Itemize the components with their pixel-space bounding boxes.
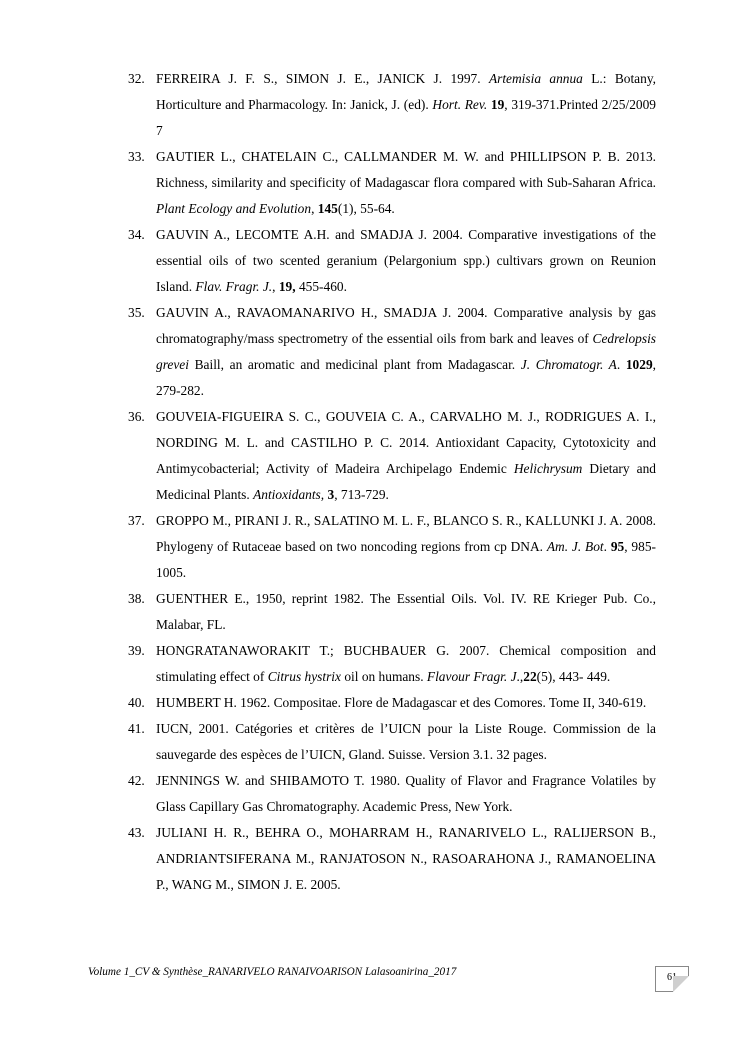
text-segment: GUENTHER E., 1950, reprint 1982. The Essential Oils. Vol. IV. RE Krieger Pub. Co., Malabar, FL. bbox=[156, 591, 656, 632]
reference-text bbox=[156, 768, 656, 820]
reference-entry bbox=[128, 300, 656, 404]
text-segment: (5), 443- 449. bbox=[536, 669, 611, 684]
reference-number: 37. bbox=[128, 513, 145, 528]
page-footer: Volume 1_CV & Synthèse_RANARIVELO RANAIVOARISON Lalasoanirina_2017 bbox=[88, 966, 457, 978]
reference-entry bbox=[128, 144, 656, 222]
reference-entry bbox=[128, 638, 656, 690]
text-segment: JENNINGS W. and SHIBAMOTO T. 1980. Quality of Flavor and Fragrance Volatiles by Glass Capillary Gas Chromatography. Academic Press, New York. bbox=[156, 773, 656, 814]
reference-number: 32. bbox=[128, 71, 145, 86]
text-segment: GOUVEIA-FIGUEIRA S. C., GOUVEIA C. A., CARVALHO M. J., RODRIGUES A. I., NORDING M. L. and CASTILHO P. C. 2014. Antioxidant Capacity, Cytotoxicity and Antimycobacterial; Activity of Madeira Archipelago Endemic bbox=[156, 409, 656, 476]
reference-entry bbox=[128, 404, 656, 508]
text-segment: FERREIRA J. F. S., SIMON J. E., JANICK J. 1997. bbox=[156, 71, 489, 86]
bold-segment: 19, bbox=[278, 279, 296, 294]
reference-entry bbox=[128, 508, 656, 586]
bold-segment: 145 bbox=[317, 201, 338, 216]
italic-segment: Flav. Fragr. J. bbox=[195, 279, 273, 294]
italic-segment: Artemisia annua bbox=[488, 71, 583, 86]
italic-segment: Am. J. Bot bbox=[546, 539, 604, 554]
reference-text bbox=[156, 638, 656, 690]
bold-segment: 1029 bbox=[625, 357, 653, 372]
text-segment: GAUVIN A., RAVAOMANARIVO H., SMADJA J. 2004. Comparative analysis by gas chromatography/mass spectrometry of the essential oils from bark and leaves of bbox=[156, 305, 656, 346]
reference-list bbox=[128, 66, 656, 898]
italic-segment: Citrus hystrix bbox=[267, 669, 341, 684]
text-segment: . bbox=[603, 539, 611, 554]
bold-segment: 95 bbox=[610, 539, 625, 554]
text-segment: GROPPO M., PIRANI J. R., SALATINO M. L. F., BLANCO S. R., KALLUNKI J. A. 2008. Phylogeny of Rutaceae based on two noncoding regions from cp DNA. bbox=[156, 513, 656, 554]
bold-segment: 3 bbox=[327, 487, 335, 502]
italic-segment: Helichrysum bbox=[513, 461, 583, 476]
reference-text bbox=[156, 66, 656, 144]
text-segment: , 319-371.Printed 2/25/2009 7 bbox=[156, 97, 656, 138]
italic-segment: Plant Ecology and Evolution bbox=[156, 201, 312, 216]
reference-text bbox=[156, 300, 656, 404]
bold-segment: 22 bbox=[523, 669, 537, 684]
reference-number: 33. bbox=[128, 149, 145, 164]
text-segment: . bbox=[616, 357, 626, 372]
reference-entry bbox=[128, 820, 656, 898]
reference-number: 42. bbox=[128, 773, 145, 788]
text-segment: GAUTIER L., CHATELAIN C., CALLMANDER M. W. and PHILLIPSON P. B. 2013. Richness, similarity and specificity of Madagascar flora compared with Sub-Saharan Africa. bbox=[156, 149, 656, 190]
italic-segment: J. Chromatogr. A bbox=[520, 357, 617, 372]
text-segment: , 279-282. bbox=[156, 357, 656, 398]
italic-segment: Cedrelopsis grevei bbox=[156, 331, 656, 372]
text-segment: ., bbox=[516, 669, 524, 684]
reference-text bbox=[156, 716, 656, 768]
reference-entry bbox=[128, 586, 656, 638]
text-segment: HONGRATANAWORAKIT T.; BUCHBAUER G. 2007. Chemical composition and stimulating effect of bbox=[156, 643, 656, 684]
text-segment: IUCN, 2001. Catégories et critères de l’UICN pour la Liste Rouge. Commission de la sauvegarde des espèces de l’UICN, Gland. Suisse. Version 3.1. 32 pages. bbox=[156, 721, 656, 762]
text-segment: GAUVIN A., LECOMTE A.H. and SMADJA J. 2004. Comparative investigations of the essential oils of two scented geranium (Pelargonium spp.) cultivars grown on Reunion Island. bbox=[156, 227, 656, 294]
reference-number: 41. bbox=[128, 721, 145, 736]
text-segment: , 713-729. bbox=[334, 487, 389, 502]
reference-text bbox=[156, 508, 656, 586]
text-segment: oil on humans. bbox=[340, 669, 427, 684]
text-segment: JULIANI H. R., BEHRA O., MOHARRAM H., RANARIVELO L., RALIJERSON B., ANDRIANTSIFERANA M., RANJATOSON N., RASOARAHONA J., RAMANOELINA P., WANG M., SIMON J. E. 2005. bbox=[156, 825, 656, 892]
reference-text bbox=[156, 820, 656, 898]
text-segment: , 985-1005. bbox=[156, 539, 656, 580]
reference-entry bbox=[128, 768, 656, 820]
italic-segment: Antioxidants, bbox=[253, 487, 325, 502]
reference-number: 35. bbox=[128, 305, 145, 320]
reference-text bbox=[156, 144, 656, 222]
reference-number: 43. bbox=[128, 825, 145, 840]
text-segment: (1), 55-64. bbox=[337, 201, 395, 216]
reference-entry bbox=[128, 716, 656, 768]
reference-number: 39. bbox=[128, 643, 145, 658]
reference-text bbox=[156, 586, 656, 638]
reference-number: 34. bbox=[128, 227, 145, 242]
italic-segment: Hort. Rev. bbox=[432, 97, 488, 112]
reference-number: 40. bbox=[128, 695, 145, 710]
text-segment: Baill, an aromatic and medicinal plant from Madagascar. bbox=[188, 357, 521, 372]
text-segment: Dietary and Medicinal Plants. bbox=[156, 461, 657, 502]
reference-number: 38. bbox=[128, 591, 145, 606]
reference-entry bbox=[128, 222, 656, 300]
text-segment: L.: Botany, Horticulture and Pharmacology. In: Janick, J. (ed). bbox=[156, 71, 656, 112]
text-segment: HUMBERT H. 1962. Compositae. Flore de Madagascar et des Comores. Tome II, 340-619. bbox=[156, 695, 647, 710]
text-segment: , bbox=[311, 201, 318, 216]
page-number: 61 bbox=[655, 966, 689, 992]
reference-text bbox=[156, 222, 656, 300]
text-segment: 455-460. bbox=[295, 279, 347, 294]
reference-entry bbox=[128, 66, 656, 144]
reference-entry bbox=[128, 690, 656, 716]
bold-segment: 19 bbox=[490, 97, 505, 112]
text-segment: , bbox=[272, 279, 279, 294]
reference-text bbox=[156, 404, 656, 508]
italic-segment: Flavour Fragr. J bbox=[426, 669, 517, 684]
reference-number: 36. bbox=[128, 409, 145, 424]
reference-text bbox=[156, 690, 656, 716]
